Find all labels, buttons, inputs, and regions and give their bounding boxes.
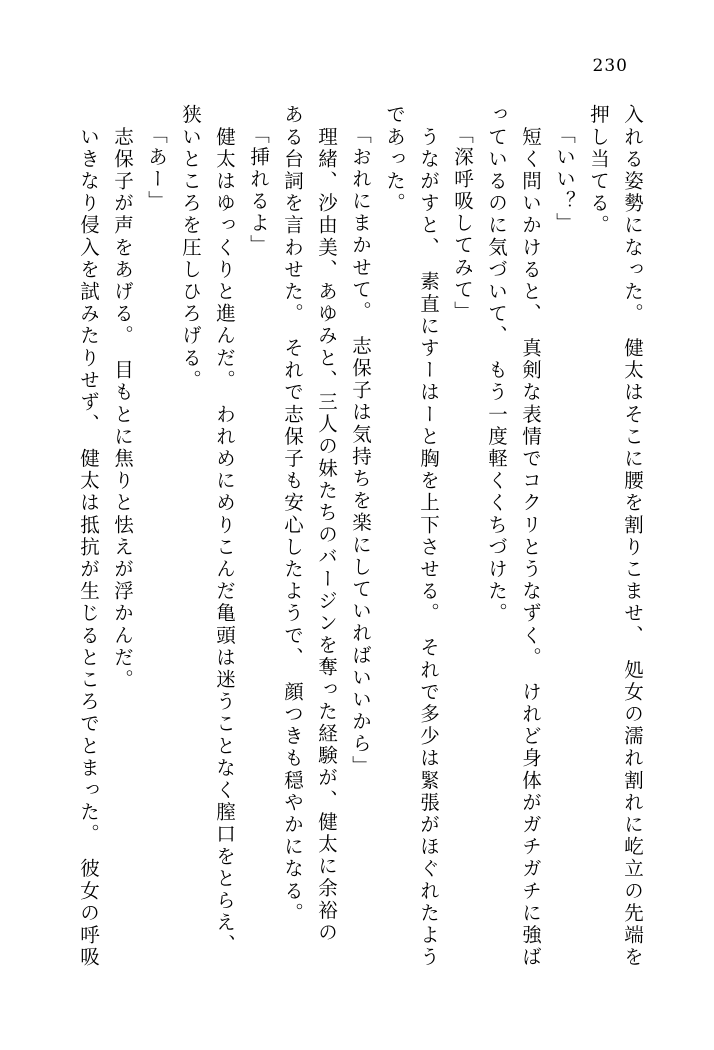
text-line: 押し当てる。 <box>587 104 610 237</box>
text-line: 「いい？」 <box>553 124 576 235</box>
text-line: 「挿れるよ」 <box>247 124 270 257</box>
text-line: 理緒、沙由美、あゆみと、三人の妹たちのバージンを奪った経験が、健太に余裕の <box>315 104 338 944</box>
text-line: っているのに気づいて、 もう一度軽くくちづけた。 <box>485 104 508 625</box>
text-line: うながすと、 素直にすーはーと胸を上下させる。 それで多少は緊張がほぐれたよう <box>417 104 440 969</box>
text-line: 「あー」 <box>145 124 168 213</box>
text-line: 短く問いかけると、 真剣な表情でコクリとうなずく。 けれど身体がガチガチに強ば <box>519 104 542 969</box>
text-line: いきなり侵入を試みたりせず、 健太は抵抗が生じるところでとまった。 彼女の呼吸 <box>77 104 100 969</box>
vertical-text-body <box>74 104 642 994</box>
page-number: 230 <box>592 56 628 76</box>
text-line: 志保子が声をあげる。 目もとに焦りと怯えが浮かんだ。 <box>111 104 134 691</box>
text-line: 健太はゆっくりと進んだ。 われめにめりこんだ亀頭は迷うことなく膣口をとらえ、 <box>213 104 236 957</box>
text-line: 狭いところを圧しひろげる。 <box>179 104 202 392</box>
text-line: であった。 <box>383 104 406 215</box>
text-line: ある台詞を言わせた。 それで志保子も安心したようで、 顔つきも穏やかになる。 <box>281 104 304 925</box>
text-line: 入れる姿勢になった。 健太はそこに腰を割りこませ、 処女の濡れ割れに屹立の先端を <box>621 104 644 969</box>
text-line: 「おれにまかせて。 志保子は気持ちを楽にしていればいいから」 <box>349 124 372 778</box>
text-line: 「深呼吸してみて」 <box>451 124 474 323</box>
